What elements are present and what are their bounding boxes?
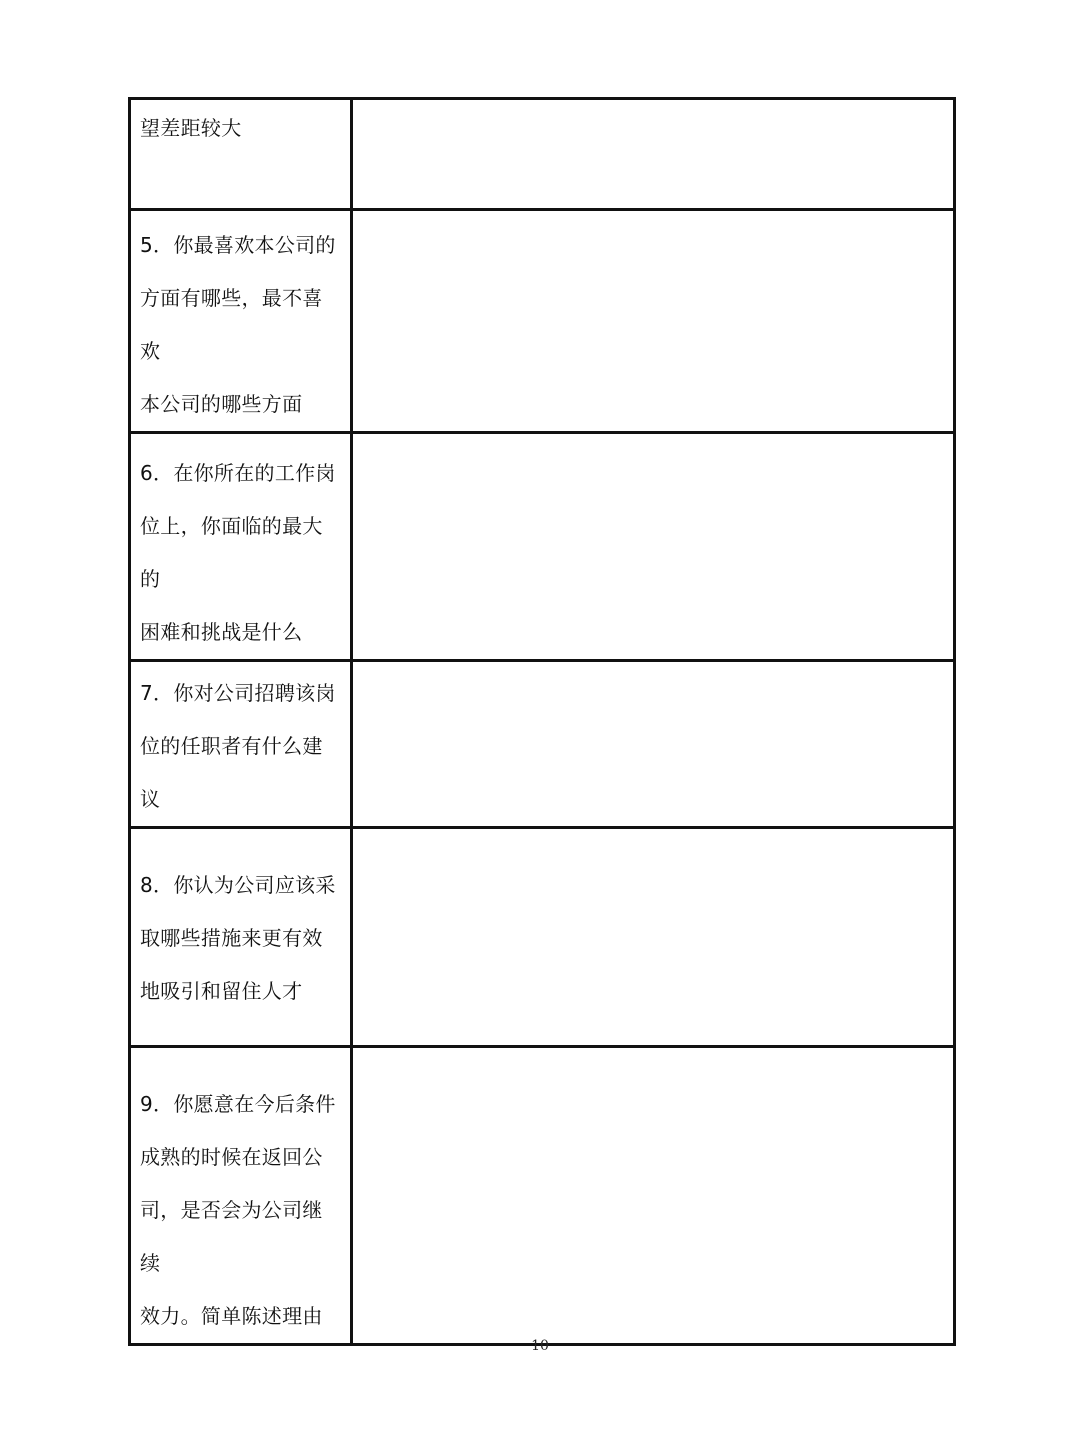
question-text: 7．你对公司招聘该岗 位的任职者有什么建 议 — [140, 681, 336, 811]
page-number: 10 — [531, 1338, 549, 1354]
answer-cell[interactable] — [352, 828, 955, 1047]
table-row — [130, 210, 955, 433]
table-row — [130, 661, 955, 828]
question-cell — [130, 1047, 352, 1345]
answer-cell[interactable] — [352, 433, 955, 661]
question-cell — [130, 210, 352, 433]
answer-cell[interactable] — [352, 661, 955, 828]
answer-cell[interactable] — [352, 1047, 955, 1345]
question-text: 8．你认为公司应该采 取哪些措施来更有效 地吸引和留住人才 — [140, 873, 336, 1003]
question-text: 9．你愿意在今后条件 成熟的时候在返回公 司，是否会为公司继续 效力。简单陈述理由 — [140, 1092, 336, 1328]
survey-table — [128, 97, 956, 1346]
question-text: 5．你最喜欢本公司的 方面有哪些，最不喜欢 本公司的哪些方面 — [140, 233, 336, 416]
table-row — [130, 99, 955, 210]
question-text: 6．在你所在的工作岗 位上，你面临的最大的 困难和挑战是什么 — [140, 461, 336, 644]
question-cell — [130, 828, 352, 1047]
question-cell — [130, 99, 352, 210]
question-text: 望差距较大 — [140, 116, 242, 140]
answer-cell[interactable] — [352, 210, 955, 433]
question-cell — [130, 433, 352, 661]
question-cell — [130, 661, 352, 828]
answer-cell[interactable] — [352, 99, 955, 210]
table-row — [130, 828, 955, 1047]
table-row — [130, 1047, 955, 1345]
table-row — [130, 433, 955, 661]
